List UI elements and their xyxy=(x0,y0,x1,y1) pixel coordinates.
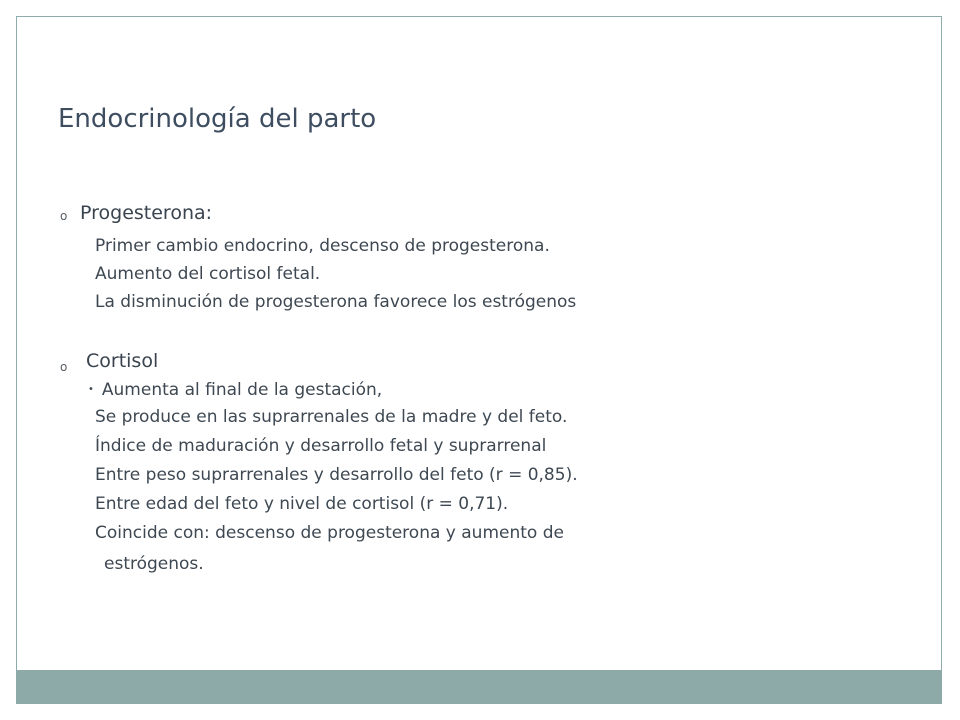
cortisol-line: Índice de maduración y desarrollo fetal y suprarrenal xyxy=(95,436,547,456)
progesterona-line: Primer cambio endocrino, descenso de progesterona. xyxy=(95,236,550,256)
cortisol-line: Se produce en las suprarrenales de la madre y del feto. xyxy=(95,407,568,427)
slide-title: Endocrinología del parto xyxy=(58,104,377,134)
cortisol-bullet-text: Aumenta al final de la gestación, xyxy=(101,380,383,400)
bullet-icon: • xyxy=(88,384,94,395)
cortisol-line: Entre edad del feto y nivel de cortisol (r = 0,71). xyxy=(95,494,509,514)
cortisol-line: Coincide con: descenso de progesterona y aumento de xyxy=(95,523,564,543)
progesterona-line: Aumento del cortisol fetal. xyxy=(95,264,321,284)
cortisol-line: estrógenos. xyxy=(104,554,204,574)
footer-band xyxy=(16,670,942,704)
section-heading-cortisol: Cortisol xyxy=(86,350,159,372)
cortisol-bullet-item xyxy=(88,380,382,400)
progesterona-line: La disminución de progesterona favorece los estrógenos xyxy=(95,292,577,312)
cortisol-line: Entre peso suprarrenales y desarrollo del feto (r = 0,85). xyxy=(95,465,578,485)
section-marker-icon: o xyxy=(60,209,68,223)
section-heading-progesterona: Progesterona: xyxy=(80,202,213,224)
section-marker-icon: o xyxy=(60,360,68,374)
